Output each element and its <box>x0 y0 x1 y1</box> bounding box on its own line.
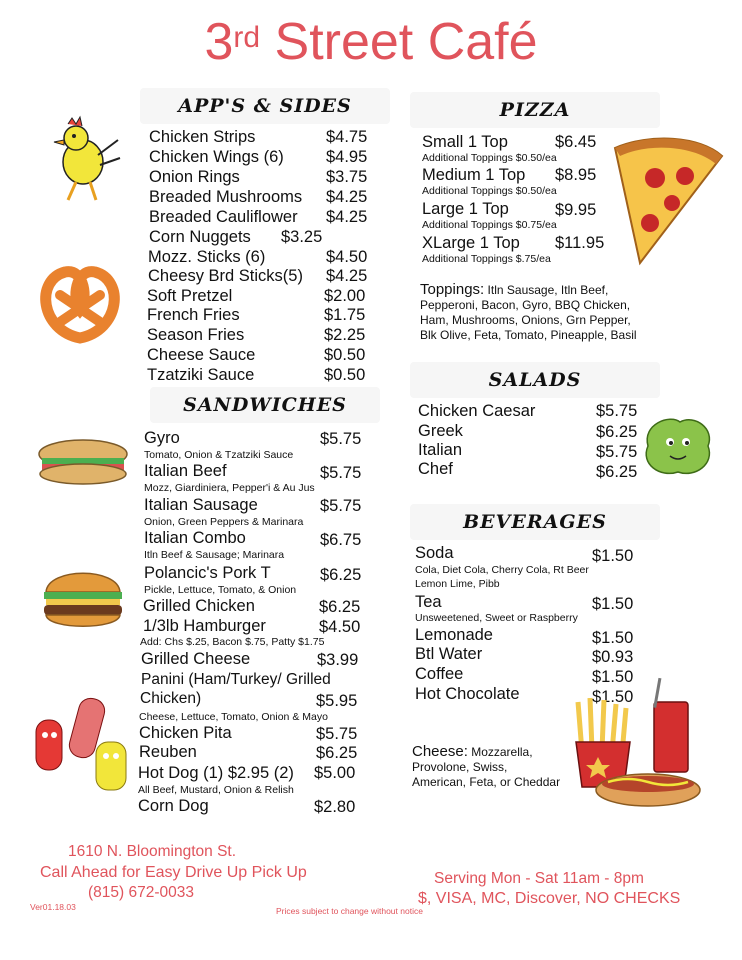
address: 1610 N. Bloomington St. <box>68 843 237 860</box>
menu-item-extra: Additional Toppings $0.75/ea <box>422 219 557 231</box>
menu-item-name: Onion Rings <box>149 168 240 186</box>
menu-item-price: $6.45 <box>555 133 597 151</box>
call-ahead-note: Call Ahead for Easy Drive Up Pick Up <box>40 864 307 881</box>
menu-item-price: $0.93 <box>592 648 634 666</box>
menu-item-name: Btl Water <box>415 645 483 663</box>
beverages-heading: BEVERAGES <box>410 504 660 540</box>
toppings-label: Toppings: <box>420 281 485 298</box>
menu-item-price: $1.50 <box>592 629 634 647</box>
menu-item-desc: Tomato, Onion & Tzatziki Sauce <box>144 449 294 461</box>
menu-item-name: Corn Dog <box>138 797 209 815</box>
menu-item-price: $4.95 <box>326 148 368 166</box>
hamburger-icon <box>38 562 128 637</box>
menu-item-price: $4.25 <box>326 208 368 226</box>
menu-item-desc: Add: Chs $.25, Bacon $.75, Patty $1.75 <box>140 636 325 648</box>
menu-item-name: Polancic's Pork T <box>144 564 271 582</box>
menu-item-price: $5.75 <box>320 497 362 515</box>
menu-item-desc: Pickle, Lettuce, Tomato, & Onion <box>144 584 297 596</box>
menu-item-desc: Mozz, Giardiniera, Pepper'i & Au Jus <box>144 482 315 494</box>
menu-item-price: $5.75 <box>320 464 362 482</box>
menu-item-price: $6.25 <box>320 566 362 584</box>
menu-item-name: Soda <box>415 544 454 562</box>
menu-item-name: Reuben <box>139 743 197 761</box>
menu-item-name: French Fries <box>147 306 240 324</box>
menu-item-name: XLarge 1 Top <box>422 234 520 252</box>
condiment-characters-icon <box>30 690 140 800</box>
cheese-options <box>412 744 587 790</box>
toppings-list <box>420 282 660 343</box>
fast-food-combo-icon <box>568 672 708 822</box>
menu-item-name: 1/3lb Hamburger <box>143 617 266 635</box>
payment-methods: $, VISA, MC, Discover, NO CHECKS <box>418 890 681 907</box>
menu-item-name: Corn Nuggets <box>149 228 251 246</box>
menu-item-name: Chicken Strips <box>149 128 256 146</box>
menu-item-price: $5.75 <box>596 443 638 461</box>
menu-item-desc: Lemon Lime, Pibb <box>415 578 500 590</box>
sub-sandwich-icon <box>36 432 131 492</box>
menu-item-extra: Additional Toppings $0.50/ea <box>422 152 557 164</box>
menu-item-price: $0.50 <box>324 346 366 364</box>
menu-item-name: Chicken Caesar <box>418 402 536 420</box>
menu-item-name: Chef <box>418 460 453 478</box>
sandwiches-heading: SANDWICHES <box>150 387 380 423</box>
cheese-line: Provolone, Swiss, <box>412 760 508 774</box>
menu-item-name: Breaded Cauliflower <box>149 208 298 226</box>
menu-item-name: Italian <box>418 441 463 459</box>
menu-item-name: Hot Dog (1) $2.95 (2) <box>138 764 294 782</box>
menu-item-price: $4.25 <box>326 267 368 285</box>
menu-item-price: $3.75 <box>326 168 368 186</box>
menu-item-name: Grilled Chicken <box>143 597 255 615</box>
menu-item-desc: Cola, Diet Cola, Cherry Cola, Rt Beer <box>415 564 589 576</box>
menu-item-price: $6.25 <box>316 744 358 762</box>
phone-number: (815) 672-0033 <box>88 884 194 901</box>
cheese-label: Cheese: <box>412 743 468 760</box>
menu-item-price: $9.95 <box>555 201 597 219</box>
toppings-line: Ham, Mushrooms, Onions, Grn Pepper, <box>420 313 631 327</box>
pizza-heading: PIZZA <box>410 92 660 128</box>
menu-item-price: $1.50 <box>592 668 634 686</box>
menu-item-price: $4.50 <box>319 618 361 636</box>
price-disclaimer: Prices subject to change without notice <box>276 906 423 916</box>
pizza-slice-icon <box>610 128 725 268</box>
menu-item-price: $4.25 <box>326 188 368 206</box>
menu-item-price: $5.75 <box>316 725 358 743</box>
menu-item-name: Season Fries <box>147 326 245 344</box>
menu-item-name: Tea <box>415 593 442 611</box>
menu-item-name: Grilled Cheese <box>141 650 251 668</box>
cheese-line: American, Feta, or Cheddar <box>412 775 561 789</box>
menu-item-name: Chicken Pita <box>139 724 232 742</box>
toppings-line: Blk Olive, Feta, Tomato, Pineapple, Basil <box>420 328 637 342</box>
menu-item-name: Lemonade <box>415 626 493 644</box>
menu-item-price: $6.25 <box>319 598 361 616</box>
menu-item-name: Medium 1 Top <box>422 166 526 184</box>
page-title: 3rd Street Café <box>204 13 538 71</box>
toppings-line: Pepperoni, Bacon, Gyro, BBQ Chicken, <box>420 298 631 312</box>
pretzel-icon <box>30 250 130 350</box>
menu-item-name: Greek <box>418 422 463 440</box>
menu-item-price: $2.00 <box>324 287 366 305</box>
menu-item-price: $3.25 <box>281 228 323 246</box>
menu-item-name: Chicken) <box>140 690 202 707</box>
menu-item-price: $6.25 <box>596 423 638 441</box>
menu-item-price: $0.50 <box>324 366 366 384</box>
menu-item-price: $5.75 <box>320 430 362 448</box>
menu-item-name: Cheesy Brd Sticks(5) <box>148 267 303 285</box>
menu-item-desc: Cheese, Lettuce, Tomato, Onion & Mayo <box>139 711 328 723</box>
menu-item-name: Soft Pretzel <box>147 287 233 305</box>
menu-item-price: $1.50 <box>592 595 634 613</box>
menu-item-name: Breaded Mushrooms <box>149 188 303 206</box>
menu-item-price: $6.75 <box>320 531 362 549</box>
menu-item-desc: Unsweetened, Sweet or Raspberry <box>415 612 578 624</box>
menu-item-price: $5.95 <box>316 692 358 710</box>
menu-item-price: $11.95 <box>555 234 605 252</box>
apps-heading: APP'S & SIDES <box>140 88 390 124</box>
salads-heading: SALADS <box>410 362 660 398</box>
menu-item-price: $4.50 <box>326 248 368 266</box>
menu-item-price: $1.50 <box>592 547 634 565</box>
menu-item-name: Mozz. Sticks (6) <box>148 248 266 266</box>
menu-item-name: Italian Sausage <box>144 496 258 514</box>
menu-item-price: $8.95 <box>555 166 597 184</box>
menu-item-price: $3.99 <box>317 651 359 669</box>
menu-item-name: Hot Chocolate <box>415 685 520 703</box>
menu-item-desc: Onion, Green Peppers & Marinara <box>144 516 304 528</box>
menu-item-name: Tzatziki Sauce <box>147 366 255 384</box>
menu-item-price: $6.25 <box>596 463 638 481</box>
menu-item-price: $5.00 <box>314 764 356 782</box>
menu-item-name: Italian Beef <box>144 462 227 480</box>
menu-item-desc: All Beef, Mustard, Onion & Relish <box>138 784 294 796</box>
menu-item-name: Gyro <box>144 429 180 447</box>
menu-item-name: Large 1 Top <box>422 200 509 218</box>
hours: Serving Mon - Sat 11am - 8pm <box>434 870 644 887</box>
version-label: Ver01.18.03 <box>30 902 76 912</box>
cheese-line: Mozzarella, <box>467 745 533 759</box>
menu-item-name: Panini (Ham/Turkey/ Grilled <box>141 671 331 688</box>
menu-item-desc: Itln Beef & Sausage; Marinara <box>144 549 285 561</box>
menu-item-price: $2.80 <box>314 798 356 816</box>
menu-item-price: $4.75 <box>326 128 368 146</box>
menu-item-price: $5.75 <box>596 402 638 420</box>
menu-item-name: Small 1 Top <box>422 133 508 151</box>
menu-item-price: $1.75 <box>324 306 366 324</box>
lettuce-icon <box>640 414 716 478</box>
menu-item-name: Chicken Wings (6) <box>149 148 284 166</box>
menu-item-name: Coffee <box>415 665 464 683</box>
menu-item-price: $1.50 <box>592 688 634 706</box>
chicken-icon <box>38 110 128 205</box>
menu-item-name: Cheese Sauce <box>147 346 256 364</box>
toppings-line: Itln Sausage, Itln Beef, <box>484 283 609 297</box>
menu-item-name: Italian Combo <box>144 529 246 547</box>
menu-item-extra: Additional Toppings $.75/ea <box>422 253 551 265</box>
menu-item-price: $2.25 <box>324 326 366 344</box>
menu-item-extra: Additional Toppings $0.50/ea <box>422 185 557 197</box>
